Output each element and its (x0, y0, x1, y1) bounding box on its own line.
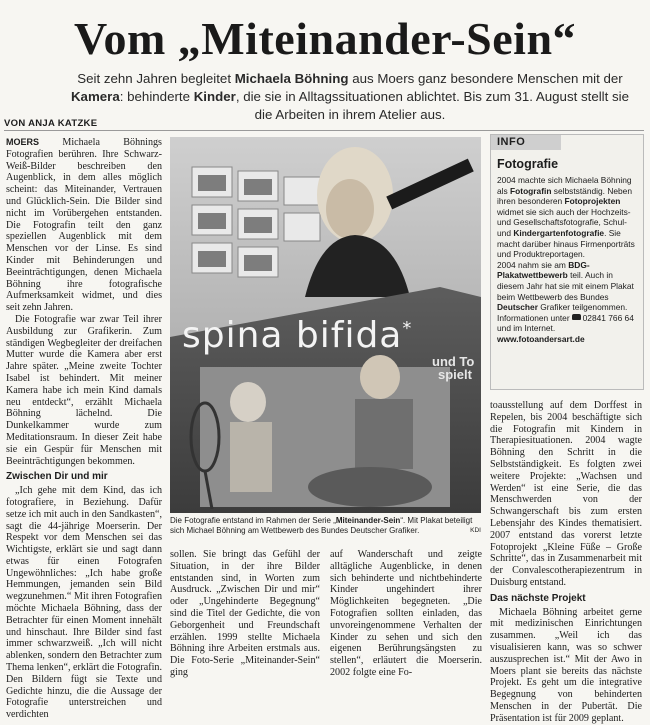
paragraph: Die Fotografie war zwar Teil ihrer Ausbildung zur Grafikerin. Zum ständigen Wegbegleiter der dreifachen Mutter wurde die Kamera aber erst Jahre später. „Meine zweite Tochter Isabel ist behindert. Mit meiner Kamera habe ich mein Kind damals neu entdeckt“, erzählt Michaela Böhning lächelnd. Die Dunkelkammer wurde zum Meditationsraum. In dieser Zeit habe sie ein Gespür für Menschen mit Beeinträchtigungen bekommen. (6, 313, 162, 467)
info-title: Fotografie (497, 157, 559, 171)
paragraph-text: Michaela Böhnings Fotografien berühren. Ihre Schwarz-Weiß-Bilder beschreiben den Augenblick, in dem alles möglich scheint: das Miteinander, Vertrauen und Glücklich-Sein. Die Bilder sind nicht im Vorübergehen entstanden. Die Fotografin teilt den ganz speziellen Augenblick mit dem Menschen vor der Linse. Es sind Kinder mit Behinderungen und Beeinträchtigungen, denen Michaela Böhning ihre fotografische Aufmerksamkeit widmet, und dies seit zehn Jahren. (6, 137, 162, 314)
paragraph: auf Wanderschaft und zeigte alltägliche Augenblicke, in denen sich behinderte und nichtbehinderte Kinder ungehindert ihrer Möglichkeiten begegneten. „Die Fotografien sollten einladen, das unvoreingenommene Verhalten der Kinder zu sehen und sich den eigenen Berührungsängsten zu stellen“, erläutert die Moerserin. 2002 folgte eine Fo- (330, 549, 482, 678)
info-text: 2004 nahm sie am (497, 259, 569, 270)
info-bold: Fotografin (510, 185, 552, 196)
info-text: selbstständig. Neben ihren besonderen (497, 185, 632, 207)
article-column-3 (330, 549, 482, 679)
article-column-1 (6, 137, 162, 721)
info-url[interactable]: www.fotoandersart.de (497, 333, 585, 344)
phone-icon (572, 314, 581, 320)
info-paragraph (497, 175, 637, 260)
info-text: 2004 machte sich Michaela Böhning als (497, 175, 632, 196)
caption-series: Miteinander-Sein (335, 516, 401, 525)
paragraph: Michaela Böhning arbeitet gerne mit medizinischen Einrichtungen zusammen. „Weil ich das visualisieren kann, was so schwer auszusprechen ist.“ Mit der Awo in Moers plant sie bereits das nächste Projekt. Es geht um die integrative Begegnung von behinderten Menschen in der Pubertät. Die Präsentation ist für 2009 geplant. (490, 606, 642, 724)
byline-rule (4, 130, 644, 131)
info-text: und im Internet. (497, 323, 556, 334)
paragraph: toausstellung auf dem Dorffest in Repelen, bis 2004 beschäftigte sich die Fotografin mit Kindern in Therapiesituationen. 2004 wagte Böhning den Schritt in die Selbstständigkeit. Es folgten zwei weitere Projekte: „Wachsen und Werden“ ist eine Serie, die das Menschwerden von der Schwangerschaft bis zum ersten Lebensjahr des Kindes thematisiert. 2007 entstand das vorerst letzte Fotoprojekt „Kleine Füße – Große Schritte“, das in Zusammenarbeit mit der Convalescotherapiezentrum in Duisburg entstand. (490, 400, 642, 588)
subhead-text: Seit zehn Jahren begleitet (77, 71, 235, 86)
info-text: teil. Auch in diesem Jahr hat sie mit einem Plakat beim Wettbewerb des Bundes (497, 270, 634, 302)
poster-side-line: und To (432, 354, 475, 369)
info-tab: INFO (491, 135, 561, 150)
subhead-kinder: Kinder (193, 89, 236, 104)
info-box (490, 134, 644, 390)
photo-caption (170, 516, 481, 536)
subhead-name: Michaela Böhning (234, 71, 349, 86)
subhead-text: aus Moers ganz besondere Menschen mit der (348, 71, 623, 86)
subheadline (70, 70, 630, 124)
article-photo (170, 137, 481, 513)
caption-text: Die Fotografie entstand im Rahmen der Serie „ (170, 516, 336, 525)
poster-title (182, 315, 412, 356)
paragraph: „Ich gehe mit dem Kind, das ich fotografiere, in Beziehung. Dafür setze ich mit auch in den Sandkasten“, sagt die 44-jährige Moerserin. Der Respekt vor dem Menschen sei das Wichtigste, erklärt sie und sagt dann etwas für einen Fotografen Ungewöhnliches: „Ich habe große Hemmungen, jemanden sein Bild wegzunehmen.“ Mit ihren Fotografien möchte Michaela Böhning, dass der Betrachter für einen Moment innehält und hinschaut. Ihre Bilder sind fast immer schwarzweiß. „Ich will nicht ablenken, sondern den Betrachter zum Thema lenken“, erklärt die Fotografin. Den Bildern fügt sie Texte und Gedichte hinzu, die die Aussage der Fotografie unterstreichen und verdichten (6, 485, 162, 721)
info-paragraph (497, 260, 637, 334)
poster-title-text: spina bifida (182, 315, 403, 356)
article-column-4 (490, 400, 642, 725)
info-text: widmet sie sich auch der Hochzeits- und Gesellschaftsfotografie, Schul- und (497, 206, 631, 238)
info-phone: 02841 766 64 (582, 312, 634, 323)
info-text: . Sie macht darüber hinaus Firmenporträts und Produktreportagen. (497, 227, 635, 260)
poster-asterisk: * (402, 318, 413, 339)
info-bold: Fotoprojekten (564, 196, 621, 207)
dateline-place: MOERS (6, 137, 40, 147)
paragraph: sollen. Sie bringt das Gefühl der Situation, in der ihre Bilder entstanden sind, in Worten zum Ausdruck. „Zwischen Dir und mir“ oder „Ungehinderte Begegnung“ sind die Titel der Gedichte, die von Geborgenheit und Freundschaft erzählen. 1999 stellte Michaela Böhning ihre Arbeiten erstmals aus. Die Foto-Serie „Miteinander-Sein“ ging (170, 549, 320, 678)
paragraph (6, 137, 162, 314)
poster-side-text (432, 355, 474, 381)
section-heading: Das nächste Projekt (490, 592, 586, 604)
info-bold: BDG-Plakatwettbewerb (497, 259, 590, 281)
poster-side-line: spielt (438, 367, 472, 382)
byline: VON ANJA KATZKE (4, 118, 98, 129)
subhead-text: : behinderte (119, 89, 194, 104)
info-bold: Deutscher (497, 302, 538, 313)
article-column-2 (170, 549, 320, 679)
photo-credit: KDI (470, 527, 481, 534)
section-heading: Zwischen Dir und mir (6, 471, 108, 483)
subhead-text: , die sie in Alltagssituationen ablichtet. Bis zum 31. August stellt sie die Arbeiten in ihrem Atelier aus. (235, 89, 630, 122)
info-body (497, 175, 637, 345)
info-bold: Kindergartenfotografie (513, 227, 605, 238)
headline: Vom „Miteinander-Sein“ (73, 13, 577, 64)
caption-text: “. Mit Plakat beteiligt sich Michael Böhning am Wettbewerb des Bundes Deutscher Grafiker. (170, 516, 473, 535)
subhead-camera: Kamera (70, 89, 120, 104)
info-text: Grafiker teilgenommen. Informationen unter (497, 302, 628, 323)
